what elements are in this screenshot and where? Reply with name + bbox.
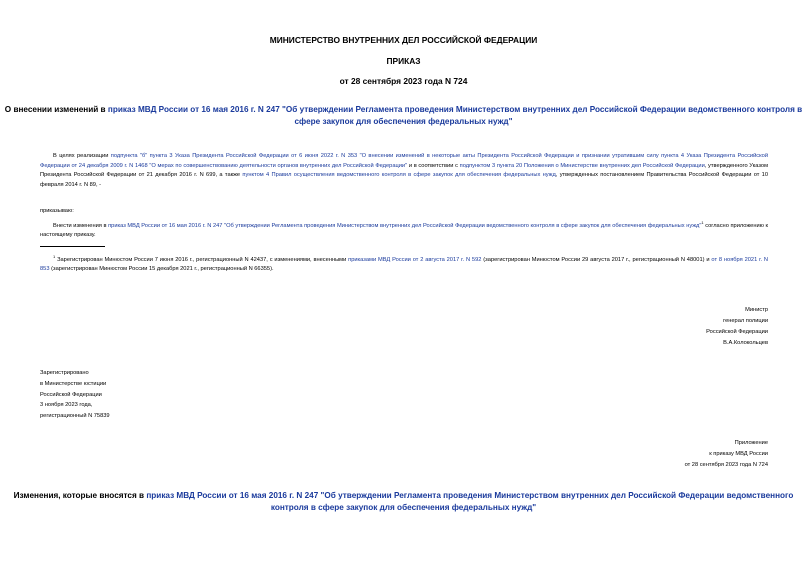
preamble-text-2: и в соответствии с	[407, 162, 460, 169]
signature-line: Российской Федерации	[706, 329, 768, 335]
appendix-title-prefix: Изменения, которые вносятся в	[13, 491, 147, 500]
signature-line: Министр	[745, 307, 768, 313]
order-word: приказываю:	[40, 208, 74, 214]
preamble-text-3: , утвержденного Указом Президента Российской Федерации от 21 декабря 2016 г. N 699, а также	[40, 162, 768, 178]
footnote	[40, 252, 768, 275]
title-order-link[interactable]: приказ МВД России от 16 мая 2016 г. N 247 "Об утверждении Регламента проведения Министерством внутренних дел Российской Федерации ведомственного контроля в сфере закупок для обеспечения федеральных нужд"	[107, 105, 803, 126]
regulation-link[interactable]: подпунктом 3 пункта 20 Положения о Министерстве внутренних дел Российской Федерации	[459, 162, 705, 169]
registration-line: в Министерстве юстиции	[40, 380, 107, 387]
preamble-paragraph	[40, 152, 768, 190]
title-prefix: О внесении изменений в	[4, 105, 108, 114]
registration-line: 3 ноября 2023 года,	[40, 402, 93, 409]
appendix-block	[685, 438, 768, 471]
appendix-order-link[interactable]: приказ МВД России от 16 мая 2016 г. N 247 "Об утверждении Регламента проведения Министерством внутренних дел Российской Федерации ведомственного контроля в сфере закупок для обеспечения федеральных нужд"	[146, 491, 794, 512]
order-853-link[interactable]: от 8 ноября 2021 г. N 853	[40, 256, 769, 273]
order-item	[40, 218, 768, 241]
ministry-heading: МИНИСТЕРСТВО ВНУТРЕННИХ ДЕЛ РОССИЙСКОЙ ФЕДЕРАЦИИ	[269, 35, 538, 45]
preamble-text-4: , утвержденных постановлением Правительства Российской Федерации от 10 февраля 2014 г. N 89, -	[40, 172, 768, 188]
footnote-text-3: (зарегистрирован Минюстом России 15 декабря 2021 г., регистрационный N 66355).	[49, 266, 274, 273]
signature-line: В.А.Колокольцев	[723, 340, 768, 346]
document-date: от 28 сентября 2023 года N 724	[339, 76, 468, 86]
signature-block	[706, 305, 768, 349]
registration-block	[40, 368, 110, 422]
item-text-1: Внести изменения в	[53, 222, 109, 229]
document-title	[0, 104, 807, 128]
document-type: ПРИКАЗ	[386, 56, 421, 66]
item-order-link[interactable]: приказ МВД России от 16 мая 2016 г. N 247 "Об утверждении Регламента проведения Министерством внутренних дел Российской Федерации ведомственного контроля в сфере закупок для обеспечения федеральных нужд"	[108, 222, 702, 229]
decree-353-link[interactable]: подпункта "б" пункта 3 Указа Президента Российской Федерации от 6 июня 2022 г. N 353 "О внесении изменений в некоторые акты Президента Российской Федерации и признании утратившим силу пункта 4 Указа Президента Российской Федерации от 24 декабря 2009 г. N 1468 "О мерах по совершенствованию деятельности органов внутренних дел Российской Федерации"	[40, 153, 768, 169]
appendix-line: к приказу МВД России	[709, 451, 768, 457]
control-rules-link[interactable]: пунктом 4 Правил осуществления ведомственного контроля в сфере закупок для обеспечения федеральных нужд	[242, 172, 556, 178]
registration-line: регистрационный N 75839	[40, 413, 110, 420]
appendix-line: Приложение	[734, 440, 768, 446]
appendix-title	[0, 490, 807, 514]
item-text-2: согласно приложению к настоящему приказу.	[40, 222, 768, 239]
appendix-line: от 28 сентября 2023 года N 724	[684, 462, 768, 468]
registration-line: Зарегистрировано	[40, 370, 89, 376]
signature-line: генерал полиции	[723, 318, 768, 324]
registration-line: Российской Федерации	[40, 391, 102, 398]
footnote-text-2: (зарегистрирован Минюстом России 29 августа 2017 г., регистрационный N 48001) и	[481, 256, 712, 263]
footnote-mark: 1	[53, 254, 56, 259]
footnote-ref: 1	[701, 220, 704, 225]
footnote-divider	[40, 246, 105, 247]
order-592-link[interactable]: приказами МВД России от 2 августа 2017 г. N 592	[348, 256, 482, 263]
footnote-text-1: Зарегистрирован Минюстом России 7 июня 2016 г., регистрационный N 42437, с изменениями, внесенными	[55, 256, 349, 263]
preamble-text-1: В целях реализации	[53, 153, 111, 159]
